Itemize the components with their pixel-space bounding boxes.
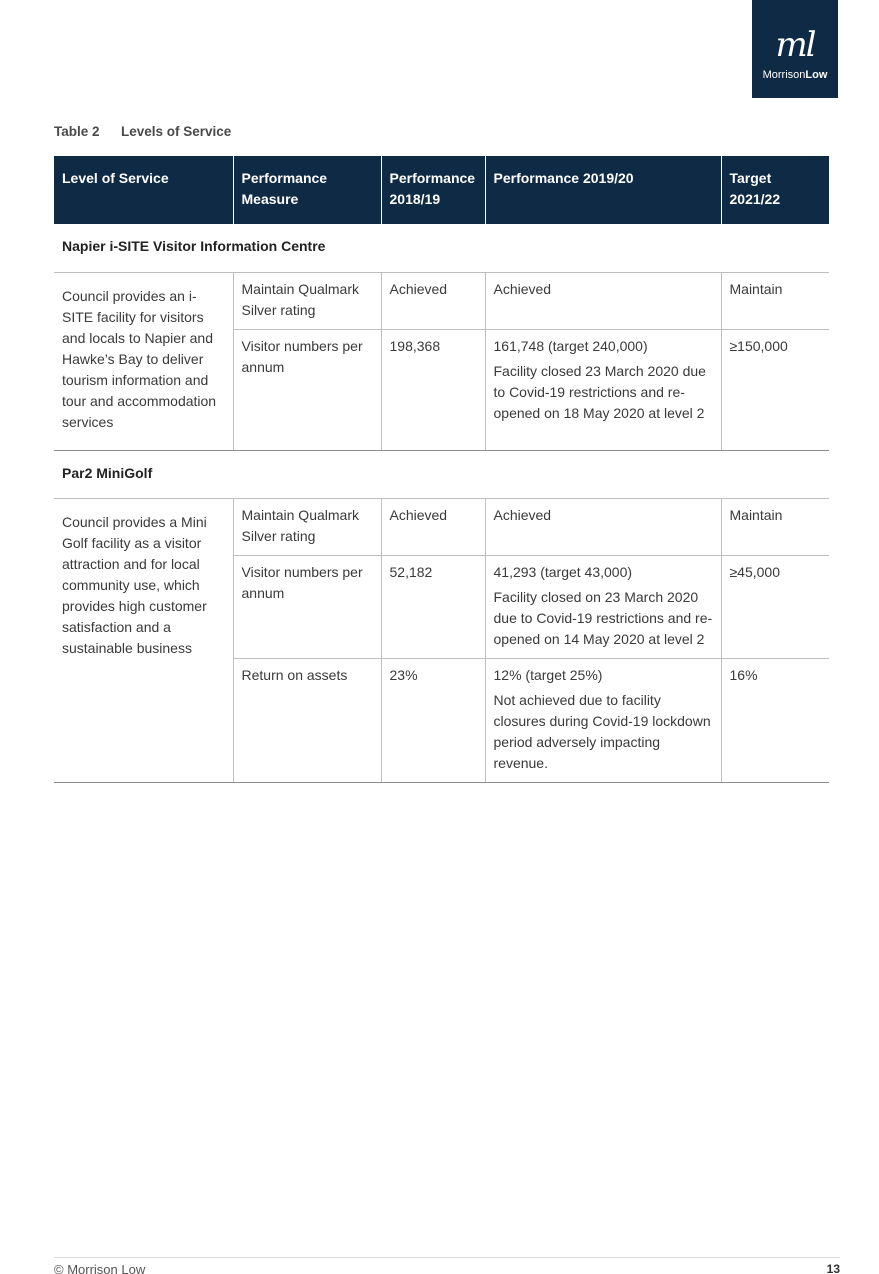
logo-name-part1: Morrison	[762, 69, 806, 81]
performance-2019-20-value: Achieved	[493, 506, 552, 523]
table-row	[54, 272, 829, 329]
levels-of-service-table	[54, 156, 829, 783]
section-heading-row	[54, 450, 829, 498]
section-title: Par2 MiniGolf	[54, 450, 829, 498]
performance-2019-20-value: Achieved	[493, 280, 552, 297]
target-cell: Maintain	[721, 498, 829, 555]
target-cell: ≥150,000	[721, 329, 829, 450]
performance-2019-20-cell	[485, 658, 721, 782]
performance-2019-20-note: Not achieved due to facility closures during Covid-19 lockdown period adversely impacting revenue.	[493, 691, 711, 771]
performance-2019-20-note: Facility closed on 23 March 2020 due to Covid-19 restrictions and re-opened on 14 May 2020 at level 2	[493, 588, 713, 647]
logo-name-part2: Low	[805, 69, 828, 81]
table-row	[54, 498, 829, 555]
target-cell: ≥45,000	[721, 555, 829, 658]
table-header-row	[54, 156, 829, 224]
performance-2018-19-cell: 198,368	[381, 329, 485, 450]
performance-2019-20-cell	[485, 555, 721, 658]
logo-mark: ml	[775, 25, 815, 65]
table-caption	[54, 124, 231, 139]
performance-2019-20-value: 12% (target 25%)	[493, 666, 603, 683]
performance-measure-cell: Visitor numbers per annum	[233, 329, 381, 450]
performance-2019-20-cell	[485, 272, 721, 329]
performance-2019-20-cell	[485, 329, 721, 450]
performance-2018-19-cell: Achieved	[381, 272, 485, 329]
performance-measure-cell: Return on assets	[233, 658, 381, 782]
morrison-low-logo	[752, 0, 838, 98]
target-cell: 16%	[721, 658, 829, 782]
header-performance-2019-20: Performance 2019/20	[485, 156, 721, 224]
performance-2018-19-cell: 52,182	[381, 555, 485, 658]
performance-2019-20-value: 161,748 (target 240,000)	[493, 337, 648, 354]
footer-divider	[54, 1257, 840, 1258]
performance-measure-cell: Visitor numbers per annum	[233, 555, 381, 658]
performance-2018-19-cell: 23%	[381, 658, 485, 782]
section-title: Napier i-SITE Visitor Information Centre	[54, 224, 829, 272]
header-performance-2018-19: Performance 2018/19	[381, 156, 485, 224]
performance-measure-cell: Maintain Qualmark Silver rating	[233, 498, 381, 555]
table-number: Table 2	[54, 124, 100, 139]
performance-2018-19-cell: Achieved	[381, 498, 485, 555]
level-of-service-description: Council provides an i-SITE facility for visitors and locals to Napier and Hawke’s Bay to deliver tourism information and tour and accommodation services	[54, 272, 233, 450]
performance-2019-20-value: 41,293 (target 43,000)	[493, 563, 633, 580]
header-level-of-service: Level of Service	[54, 156, 233, 224]
header-target-2021-22: Target 2021/22	[721, 156, 829, 224]
footer-copyright: © Morrison Low	[54, 1262, 146, 1274]
logo-wordmark	[752, 68, 838, 82]
target-cell: Maintain	[721, 272, 829, 329]
level-of-service-description: Council provides a Mini Golf facility as a visitor attraction and for local community use, which provides high customer satisfaction and a sustainable business	[54, 498, 233, 782]
header-performance-measure: Performance Measure	[233, 156, 381, 224]
performance-measure-cell: Maintain Qualmark Silver rating	[233, 272, 381, 329]
page-number: 13	[826, 1262, 840, 1274]
section-heading-row	[54, 224, 829, 272]
performance-2019-20-note: Facility closed 23 March 2020 due to Covid-19 restrictions and re-opened on 18 May 2020 at level 2	[493, 362, 706, 421]
table-title: Levels of Service	[121, 124, 232, 139]
performance-2019-20-cell	[485, 498, 721, 555]
